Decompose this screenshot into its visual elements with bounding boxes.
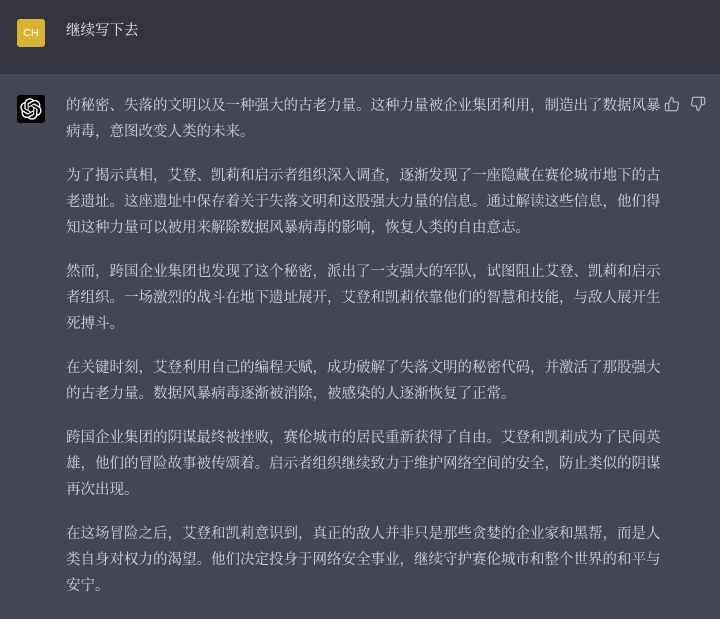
answer-paragraph: 为了揭示真相，艾登、凯莉和启示者组织深入调查，逐渐发现了一座隐藏在赛伦城市地下的古老遗址。这座遗址中保存着关于失落文明和这股强大力量的信息。通过解读这些信息，他们得知这种力量可以被用来解除数据风暴病毒的影响，恢复人类的自由意志。 [66, 168, 661, 236]
assistant-message-row [0, 74, 720, 619]
thumbs-up-icon[interactable] [664, 96, 682, 114]
answer-paragraph: 跨国企业集团的阴谋最终被挫败，赛伦城市的居民重新获得了自由。艾登和凯莉成为了民间英雄，他们的冒险故事被传颂着。启示者组织继续致力于维护网络空间的安全，防止类似的阴谋再次出现。 [66, 430, 661, 498]
user-message-text: 继续写下去 [66, 23, 139, 39]
openai-logo-icon [17, 95, 45, 123]
thumbs-down-icon[interactable] [690, 96, 708, 114]
user-avatar: CH [17, 19, 45, 47]
user-message-row [0, 0, 720, 74]
answer-paragraph: 在这场冒险之后，艾登和凯莉意识到，真正的敌人并非只是那些贪婪的企业家和黑帮，而是人类自身对权力的渴望。他们决定投身于网络安全事业，继续守护赛伦城市和整个世界的和平与安宁。 [66, 526, 661, 594]
answer-paragraph: 的秘密、失落的文明以及一种强大的古老力量。这种力量被企业集团利用，制造出了数据风暴病毒，意图改变人类的未来。 [66, 98, 661, 140]
answer-paragraph: 在关键时刻，艾登利用自己的编程天赋，成功破解了失落文明的秘密代码，并激活了那股强大的古老力量。数据风暴病毒逐渐被消除，被感染的人逐渐恢复了正常。 [66, 360, 661, 402]
assistant-answer [66, 93, 661, 617]
answer-paragraph: 然而，跨国企业集团也发现了这个秘密，派出了一支强大的军队，试图阻止艾登、凯莉和启示者组织。一场激烈的战斗在地下遗址展开，艾登和凯莉依靠他们的智慧和技能，与敌人展开生死搏斗。 [66, 264, 661, 332]
